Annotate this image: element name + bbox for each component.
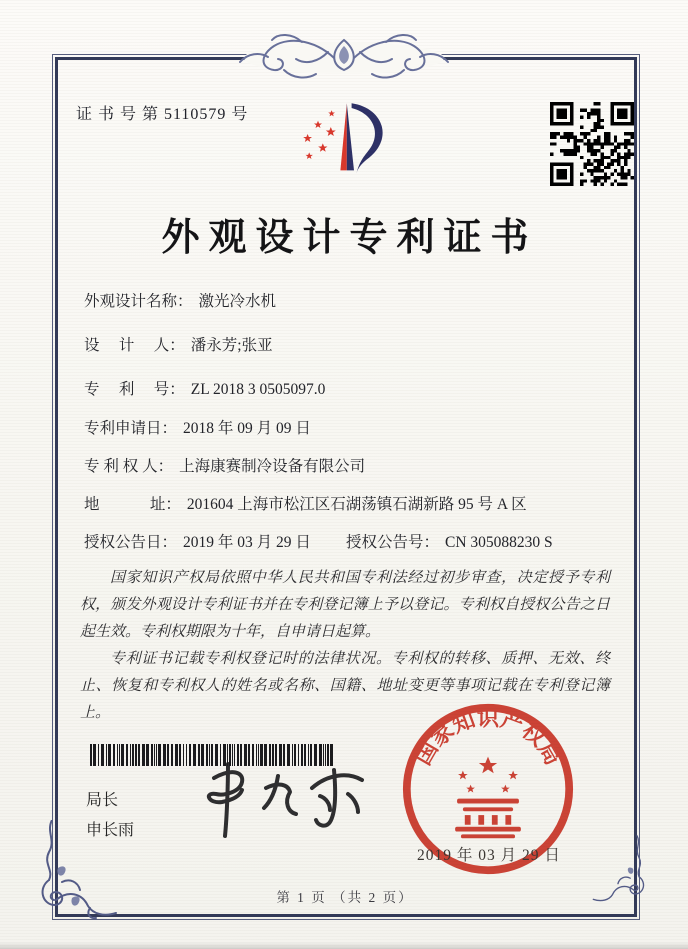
field-label: 专利申请日：: [84, 420, 178, 437]
field-value: 潘永芳;张亚: [190, 337, 273, 354]
field-value: 2019 年 03 月 29 日: [183, 534, 311, 551]
seal-text: 国家知识产权局: [409, 705, 567, 770]
field-label: 专 利 号：: [84, 381, 185, 398]
page-number: 第 1 页 （共 2 页）: [276, 890, 414, 905]
field-value: 201604 上海市松江区石湖荡镇石湖新路 95 号 A 区: [186, 496, 527, 513]
bottom-left-flourish-ornament: [36, 820, 118, 920]
field-label: 地 址：: [84, 496, 181, 513]
qr-code: [550, 102, 634, 186]
certificate-number: 证 书 号 第 5110579 号: [76, 106, 249, 123]
field-label: 授权公告号：: [346, 534, 440, 551]
signer-title-label: 局长: [86, 792, 119, 809]
field-label: 外观设计名称：: [84, 293, 193, 310]
top-flourish-ornament: [232, 28, 456, 86]
field-value: CN 305088230 S: [445, 534, 553, 551]
field-address: [84, 492, 624, 514]
body-paragraph: 专利证书记载专利权登记时的法律状况。专利权的转移、质押、无效、终止、恢复和专利权人的姓名或名称、国籍、地址变更等事项记载在专利登记簿上。: [80, 651, 610, 721]
bottom-right-flourish-ornament: [592, 820, 648, 920]
field-value: 上海康赛制冷设备有限公司: [179, 458, 366, 475]
field-label: 授权公告日：: [84, 534, 178, 551]
seal-date: 2019 年 03 月 29 日: [417, 847, 561, 864]
seal-national-emblem: [455, 757, 521, 839]
certificate-title: 外观设计专利证书: [161, 217, 538, 259]
field-label: 设 计 人：: [84, 337, 185, 354]
field-value: ZL 2018 3 0505097.0: [190, 381, 326, 398]
field-value: 2018 年 09 月 09 日: [183, 420, 311, 437]
field-designers: [84, 333, 624, 355]
cnipa-logo: [286, 97, 406, 191]
body-paragraph: 国家知识产权局依照中华人民共和国专利法经过初步审查，决定授予专利权，颁发外观设计专利证书并在专利登记簿上予以登记。专利权自授权公告之日起生效。专利权期限为十年，自申请日起算。: [80, 570, 610, 640]
grant-date: [84, 534, 311, 551]
field-patent-number: [84, 377, 624, 399]
field-grant-row: [84, 530, 624, 552]
signer-name-label: 申长雨: [86, 822, 135, 839]
scan-edge-shadow: [0, 942, 688, 949]
field-design-name: [84, 289, 624, 311]
logo-p-curve: [352, 103, 383, 173]
logo-stars: [303, 110, 336, 159]
field-label: 专 利 权 人：: [84, 458, 174, 475]
field-value: 激光冷水机: [198, 293, 277, 310]
logo-spike: [340, 103, 354, 170]
grant-number: [346, 530, 553, 552]
handwritten-signature: [192, 758, 372, 846]
field-application-date: [84, 416, 624, 438]
field-patentee: [84, 454, 624, 476]
